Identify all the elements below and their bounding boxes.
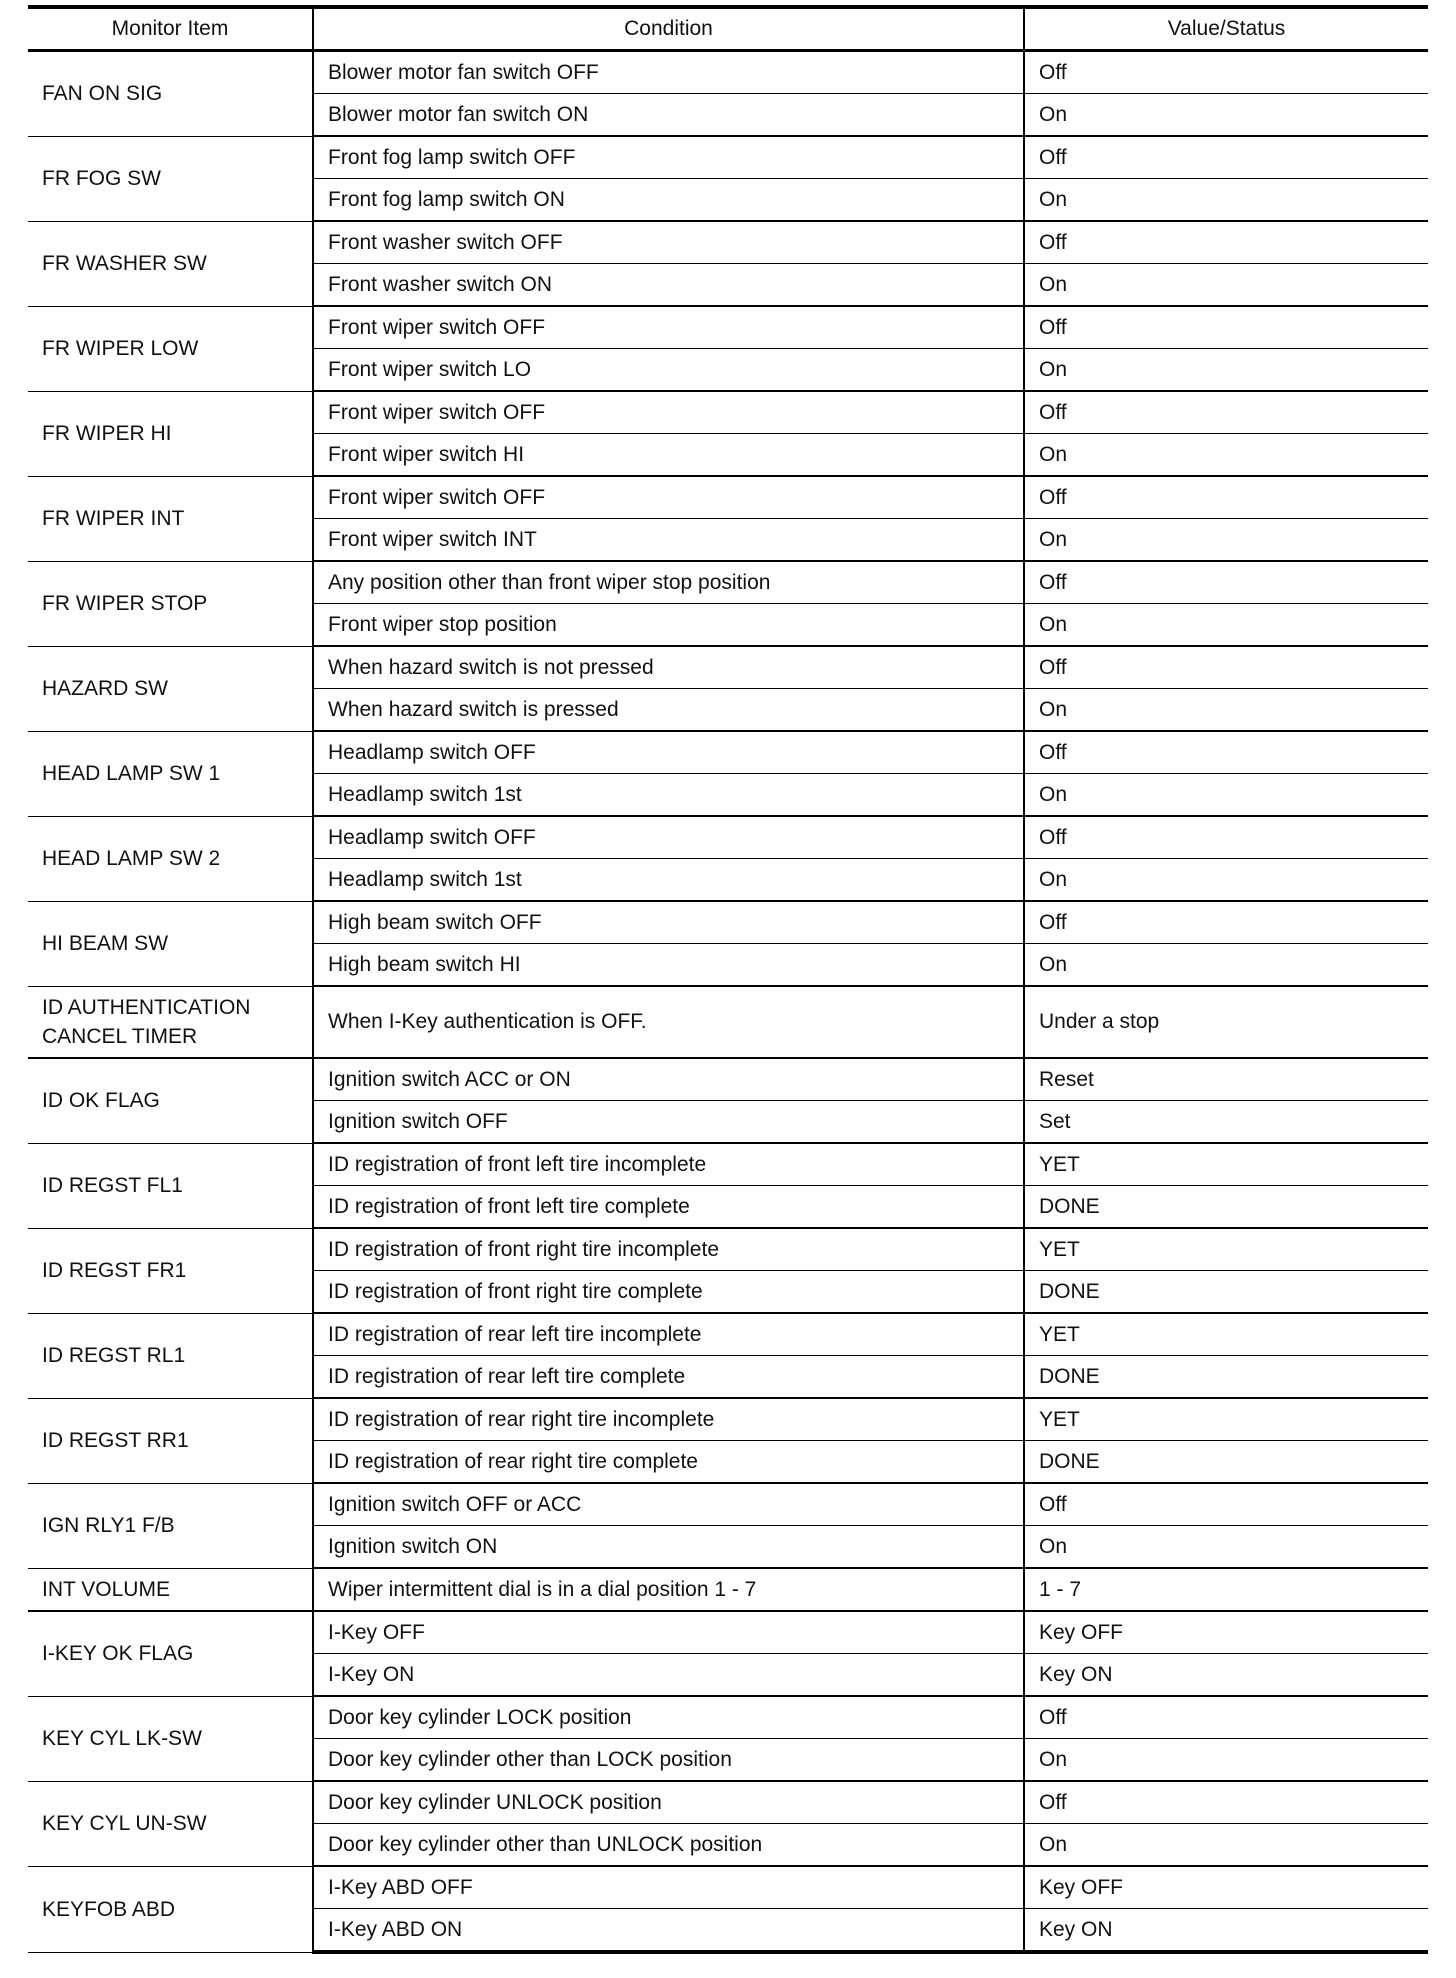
value-status-cell: Key ON: [1024, 1654, 1428, 1697]
value-status-cell: Off: [1024, 561, 1428, 604]
monitor-item-cell: FAN ON SIG: [28, 51, 313, 137]
condition-cell: When I-Key authentication is OFF.: [313, 986, 1024, 1058]
condition-cell: Headlamp switch 1st: [313, 859, 1024, 902]
value-status-cell: Under a stop: [1024, 986, 1428, 1058]
value-status-cell: Key OFF: [1024, 1866, 1428, 1909]
condition-cell: Ignition switch OFF: [313, 1101, 1024, 1144]
monitor-item-cell: KEYFOB ABD: [28, 1866, 313, 1952]
condition-cell: Headlamp switch OFF: [313, 731, 1024, 774]
value-status-cell: Off: [1024, 646, 1428, 689]
header-monitor-item: Monitor Item: [28, 7, 313, 51]
table-row: [28, 306, 1428, 349]
table-row: [28, 1866, 1428, 1909]
table-row: [28, 1568, 1428, 1611]
table-row: [28, 1483, 1428, 1526]
value-status-cell: On: [1024, 1824, 1428, 1867]
table-row: [28, 476, 1428, 519]
table-row: [28, 561, 1428, 604]
condition-cell: ID registration of rear right tire incomplete: [313, 1398, 1024, 1441]
monitor-item-cell: IGN RLY1 F/B: [28, 1483, 313, 1568]
header-value-status: Value/Status: [1024, 7, 1428, 51]
condition-cell: ID registration of front left tire incomplete: [313, 1143, 1024, 1186]
condition-cell: Front wiper switch INT: [313, 519, 1024, 562]
table-row: [28, 1313, 1428, 1356]
value-status-cell: Off: [1024, 476, 1428, 519]
monitor-item-cell: FR WIPER STOP: [28, 561, 313, 646]
table-row: [28, 391, 1428, 434]
monitor-item-cell: I-KEY OK FLAG: [28, 1611, 313, 1696]
condition-cell: Front wiper switch LO: [313, 349, 1024, 392]
condition-cell: Ignition switch OFF or ACC: [313, 1483, 1024, 1526]
table-row: [28, 986, 1428, 1058]
monitor-item-cell: KEY CYL LK-SW: [28, 1696, 313, 1781]
monitor-item-cell: INT VOLUME: [28, 1568, 313, 1611]
table-row: [28, 1398, 1428, 1441]
monitor-item-cell: HEAD LAMP SW 2: [28, 816, 313, 901]
value-status-cell: On: [1024, 604, 1428, 647]
condition-cell: Front wiper switch HI: [313, 434, 1024, 477]
value-status-cell: On: [1024, 94, 1428, 137]
table-row: [28, 816, 1428, 859]
table-row: [28, 136, 1428, 179]
condition-cell: Front fog lamp switch OFF: [313, 136, 1024, 179]
condition-cell: I-Key OFF: [313, 1611, 1024, 1654]
monitor-item-cell: FR WIPER INT: [28, 476, 313, 561]
condition-cell: I-Key ABD ON: [313, 1909, 1024, 1953]
condition-cell: Headlamp switch 1st: [313, 774, 1024, 817]
value-status-cell: On: [1024, 179, 1428, 222]
value-status-cell: Off: [1024, 391, 1428, 434]
value-status-cell: On: [1024, 774, 1428, 817]
table-row: [28, 1781, 1428, 1824]
value-status-cell: Off: [1024, 221, 1428, 264]
condition-cell: ID registration of rear left tire complete: [313, 1356, 1024, 1399]
value-status-cell: On: [1024, 1526, 1428, 1569]
value-status-cell: Off: [1024, 901, 1428, 944]
condition-cell: Headlamp switch OFF: [313, 816, 1024, 859]
value-status-cell: Off: [1024, 136, 1428, 179]
table-row: [28, 1611, 1428, 1654]
value-status-cell: DONE: [1024, 1441, 1428, 1484]
condition-cell: I-Key ABD OFF: [313, 1866, 1024, 1909]
condition-cell: ID registration of front left tire complete: [313, 1186, 1024, 1229]
condition-cell: Blower motor fan switch OFF: [313, 51, 1024, 94]
value-status-cell: YET: [1024, 1228, 1428, 1271]
value-status-cell: On: [1024, 859, 1428, 902]
condition-cell: Front fog lamp switch ON: [313, 179, 1024, 222]
condition-cell: ID registration of rear left tire incomplete: [313, 1313, 1024, 1356]
value-status-cell: Off: [1024, 1781, 1428, 1824]
value-status-cell: Off: [1024, 306, 1428, 349]
condition-cell: I-Key ON: [313, 1654, 1024, 1697]
value-status-cell: Off: [1024, 51, 1428, 94]
condition-cell: Ignition switch ACC or ON: [313, 1058, 1024, 1101]
header-condition: Condition: [313, 7, 1024, 51]
value-status-cell: On: [1024, 434, 1428, 477]
monitor-item-cell: ID REGST RR1: [28, 1398, 313, 1483]
table-row: [28, 1143, 1428, 1186]
condition-cell: High beam switch OFF: [313, 901, 1024, 944]
monitor-item-cell: HEAD LAMP SW 1: [28, 731, 313, 816]
condition-cell: Ignition switch ON: [313, 1526, 1024, 1569]
monitor-item-cell: HI BEAM SW: [28, 901, 313, 986]
value-status-cell: Off: [1024, 816, 1428, 859]
value-status-cell: Key ON: [1024, 1909, 1428, 1953]
value-status-cell: Reset: [1024, 1058, 1428, 1101]
value-status-cell: DONE: [1024, 1271, 1428, 1314]
condition-cell: When hazard switch is not pressed: [313, 646, 1024, 689]
condition-cell: Wiper intermittent dial is in a dial position 1 - 7: [313, 1568, 1024, 1611]
monitor-item-cell: ID REGST RL1: [28, 1313, 313, 1398]
condition-cell: Front wiper switch OFF: [313, 476, 1024, 519]
condition-cell: Door key cylinder LOCK position: [313, 1696, 1024, 1739]
condition-cell: Blower motor fan switch ON: [313, 94, 1024, 137]
value-status-cell: Off: [1024, 1483, 1428, 1526]
header-row: [28, 7, 1428, 51]
value-status-cell: DONE: [1024, 1356, 1428, 1399]
monitor-item-cell: FR FOG SW: [28, 136, 313, 221]
monitor-item-cell: ID REGST FL1: [28, 1143, 313, 1228]
table-row: [28, 221, 1428, 264]
monitor-item-cell: KEY CYL UN-SW: [28, 1781, 313, 1866]
value-status-cell: Set: [1024, 1101, 1428, 1144]
table-row: [28, 901, 1428, 944]
condition-cell: Door key cylinder UNLOCK position: [313, 1781, 1024, 1824]
value-status-cell: On: [1024, 349, 1428, 392]
condition-cell: High beam switch HI: [313, 944, 1024, 987]
value-status-cell: Off: [1024, 731, 1428, 774]
condition-cell: When hazard switch is pressed: [313, 689, 1024, 732]
condition-cell: Front washer switch OFF: [313, 221, 1024, 264]
condition-cell: Door key cylinder other than UNLOCK position: [313, 1824, 1024, 1867]
value-status-cell: DONE: [1024, 1186, 1428, 1229]
condition-cell: ID registration of front right tire incomplete: [313, 1228, 1024, 1271]
value-status-cell: On: [1024, 689, 1428, 732]
table-body: [28, 51, 1428, 1953]
condition-cell: Front wiper switch OFF: [313, 306, 1024, 349]
value-status-cell: On: [1024, 944, 1428, 987]
value-status-cell: Off: [1024, 1696, 1428, 1739]
value-status-cell: Key OFF: [1024, 1611, 1428, 1654]
value-status-cell: YET: [1024, 1143, 1428, 1186]
value-status-cell: 1 - 7: [1024, 1568, 1428, 1611]
value-status-cell: YET: [1024, 1313, 1428, 1356]
condition-cell: ID registration of rear right tire complete: [313, 1441, 1024, 1484]
monitor-item-cell: FR WIPER LOW: [28, 306, 313, 391]
condition-cell: Front washer switch ON: [313, 264, 1024, 307]
value-status-cell: On: [1024, 1739, 1428, 1782]
table-row: [28, 1696, 1428, 1739]
table-row: [28, 731, 1428, 774]
condition-cell: Door key cylinder other than LOCK position: [313, 1739, 1024, 1782]
value-status-cell: On: [1024, 519, 1428, 562]
monitor-item-cell: FR WASHER SW: [28, 221, 313, 306]
condition-cell: Any position other than front wiper stop position: [313, 561, 1024, 604]
table-row: [28, 646, 1428, 689]
monitor-item-cell: HAZARD SW: [28, 646, 313, 731]
table-row: [28, 1228, 1428, 1271]
table-row: [28, 1058, 1428, 1101]
table-row: [28, 51, 1428, 94]
condition-cell: ID registration of front right tire complete: [313, 1271, 1024, 1314]
monitor-item-cell: FR WIPER HI: [28, 391, 313, 476]
condition-cell: Front wiper stop position: [313, 604, 1024, 647]
monitor-item-table: [28, 5, 1428, 1954]
monitor-item-cell: ID AUTHENTICATION CANCEL TIMER: [28, 986, 313, 1058]
value-status-cell: On: [1024, 264, 1428, 307]
condition-cell: Front wiper switch OFF: [313, 391, 1024, 434]
monitor-item-cell: ID OK FLAG: [28, 1058, 313, 1143]
value-status-cell: YET: [1024, 1398, 1428, 1441]
monitor-item-cell: ID REGST FR1: [28, 1228, 313, 1313]
